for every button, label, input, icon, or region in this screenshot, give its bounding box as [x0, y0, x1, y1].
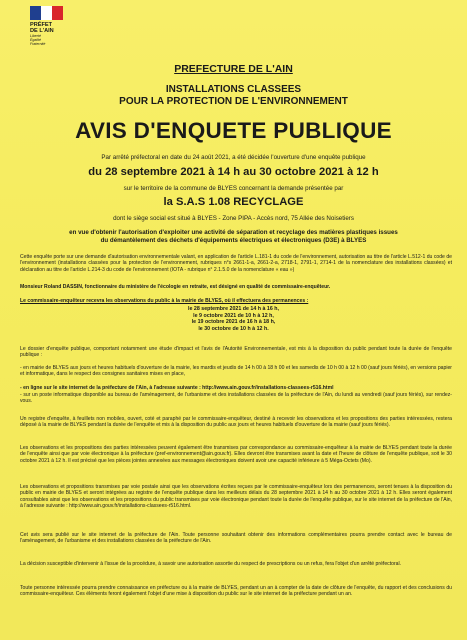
permanence-item: le 9 octobre 2021 de 10 h à 12 h,	[193, 312, 274, 319]
paragraph-observations: Les observations et les propositions des parties intéressées peuvent également être transmises par correspondance au commissaire-enquêteur à la mairie de BLYES pendant toute la durée de l'enquête ainsi que par voie électronique à la préfecture (pref-environnement@ain.gouv.fr). Elles devront être transmises avant la date et l'heure de clôture de l'enquête publique, soit le 30 octobre 2021 à 12 h. Il est précisé que les pièces jointes annexées aux messages électroniques doivent avoir une capacité inférieure à 5 Méga-Octets (Mo).	[20, 445, 452, 464]
enquete-dates: du 28 septembre 2021 à 14 h au 30 octobre 2021 à 12 h	[88, 166, 379, 178]
prefecture-logo	[30, 6, 76, 54]
paragraph-publication: Cet avis sera publié sur le site internet de la préfecture de l'Ain. Toute personne souhaitant obtenir des informations complémentaires pourra prendre contact avec le bureau de l'aménagement, de l'urbanisme et des installations classées de la préfecture de l'Ain.	[20, 532, 452, 545]
heading-line2: POUR LA PROTECTION DE L'ENVIRONNEMENT	[119, 96, 348, 107]
paragraph-commissaire: Monsieur Roland DASSIN, fonctionnaire du ministère de l'écologie en retraite, est désigné en qualité de commissaire-enquêteur.	[20, 284, 331, 290]
territoire-text: sur le territoire de la commune de BLYES concernant la demande présentée par	[123, 185, 344, 192]
objet-line2: du démantèlement des déchets d'équipements électriques et électroniques (D3E) à BLYES	[100, 237, 367, 244]
permanences-list	[0, 306, 467, 332]
logo-line2: DE L'AIN	[30, 28, 54, 34]
permanence-item: le 30 octobre de 10 h à 12 h.	[198, 325, 269, 332]
paragraph-decision: La décision susceptible d'intervenir à l'issue de la procédure, à savoir une autorisation assortie du respect de prescriptions ou un refus, fera l'objet d'un arrêté préfectoral.	[20, 561, 402, 567]
paragraph-rapport: Toute personne intéressée pourra prendre connaissance en préfecture ou à la mairie de BLYES, pendant un an à compter de la date de clôture de l'enquête, du rapport et des conclusions du commissaire-enquêteur. Ces éléments feront également l'objet d'une mise à disposition du public sur le site internet de la préfecture pendant un an.	[20, 585, 452, 598]
paragraph-dossier: Le dossier d'enquête publique, comportant notamment une étude d'impact et l'avis de l'Autorité Environnementale, est mis à la disposition du public pendant toute la durée de l'enquête publique :	[20, 346, 452, 359]
siege-text: dont le siège social est situé à BLYES - Zone PIPA - Accès nord, 75 Allée des Noisetiers	[113, 215, 354, 222]
page-title: AVIS D'ENQUETE PUBLIQUE	[75, 118, 392, 143]
paragraph-transmission: Les observations et propositions transmises par voie postale ainsi que les observations écrites reçues par le commissaire-enquêteur lors des permanences, seront tenues à la disposition du public en mairie de BLYES et seront intégrées au registre de l'enquête publique dans les meilleurs délais du 28 septembre 2021 à 14 h au 30 octobre 2021 à 12 h. Elles seront également consultables ainsi que les observations et les propositions du public transmises par voie électronique pendant toute la durée de l'enquête publique, sur le site internet de la préfecture de l'Ain, à l'adresse suivante : http://www.ain.gouv.fr/installations-classees-r516.html.	[20, 484, 452, 509]
marianne-flag-icon	[30, 6, 64, 20]
permanence-item: le 28 septembre 2021 de 14 h à 16 h,	[188, 306, 279, 312]
paragraph-en-ligne: - en ligne sur le site internet de la préfecture de l'Ain, à l'adresse suivante : http://www.ain.gouv.fr/installations-classees-r516.html	[20, 385, 334, 391]
logo-motto1: Liberté	[30, 34, 41, 38]
paragraph-mairie: - en mairie de BLYES aux jours et heures habituels d'ouverture de la mairie, les mardis et jeudis de 14 h 00 à 18 h 00 et les samedis de 10 h 00 à 12 h 00 (sauf jours fériés), en versions papier et informatique, dans le respect des consignes sanitaires mises en place,	[20, 365, 452, 378]
permanence-item: le 19 octobre 2021 de 16 h à 18 h,	[191, 319, 276, 326]
objet-line1: en vue d'obtenir l'autorisation d'exploiter une activité de séparation et recyclage des matières plastiques issues	[69, 229, 398, 236]
logo-motto2: Égalité	[30, 38, 41, 42]
logo-motto3: Fraternité	[30, 42, 46, 46]
logo-line1: PRÉFET	[30, 22, 53, 28]
paragraph-demande: Cette enquête porte sur une demande d'autorisation environnementale valant, en application de l'article L.181-1 du code de l'environnement, autorisation au titre de l'article L.512-1 du code de l'environnement (installations classées pour la protection de l'environnement, rubriques n°s 2661-1-a, 2661-2-a, 2718-1, 2791-1, 2714-1 de la nomenclature des installations classées) et déclaration au titre de l'article L.214-3 du code de l'environnement (IOTA - rubrique n° 2.1.5.0 de la nomenclature « eau »)	[20, 254, 452, 273]
arrete-text: Par arrêté préfectoral en date du 24 août 2021, a été décidée l'ouverture d'une enquête publique	[101, 154, 366, 161]
paragraph-poste: - sur un poste informatique disponible au bureau de l'aménagement, de l'urbanisme et des installations classées de la préfecture de l'Ain, du lundi au vendredi (sauf jours fériés), sur rendez-vous.	[20, 392, 452, 405]
paragraph-registre: Un registre d'enquête, à feuillets non mobiles, ouvert, coté et paraphé par le commissaire-enquêteur, destiné à recevoir les observations et les propositions des parties intéressées, restera déposé à la mairie de BLYES pendant la durée de l'enquête et mis à la disposition du public aux jours et heures habituels d'ouverture de la mairie (sauf jours fériés).	[20, 416, 452, 429]
prefecture-heading: PREFECTURE DE L'AIN	[174, 63, 293, 75]
heading-line1: INSTALLATIONS CLASSEES	[165, 84, 302, 95]
company-name: la S.A.S 1.08 RECYCLAGE	[163, 196, 304, 208]
permanences-intro: Le commissaire-enquêteur recevra les observations du public à la mairie de BLYES, où il effectuera des permanences :	[20, 298, 309, 304]
